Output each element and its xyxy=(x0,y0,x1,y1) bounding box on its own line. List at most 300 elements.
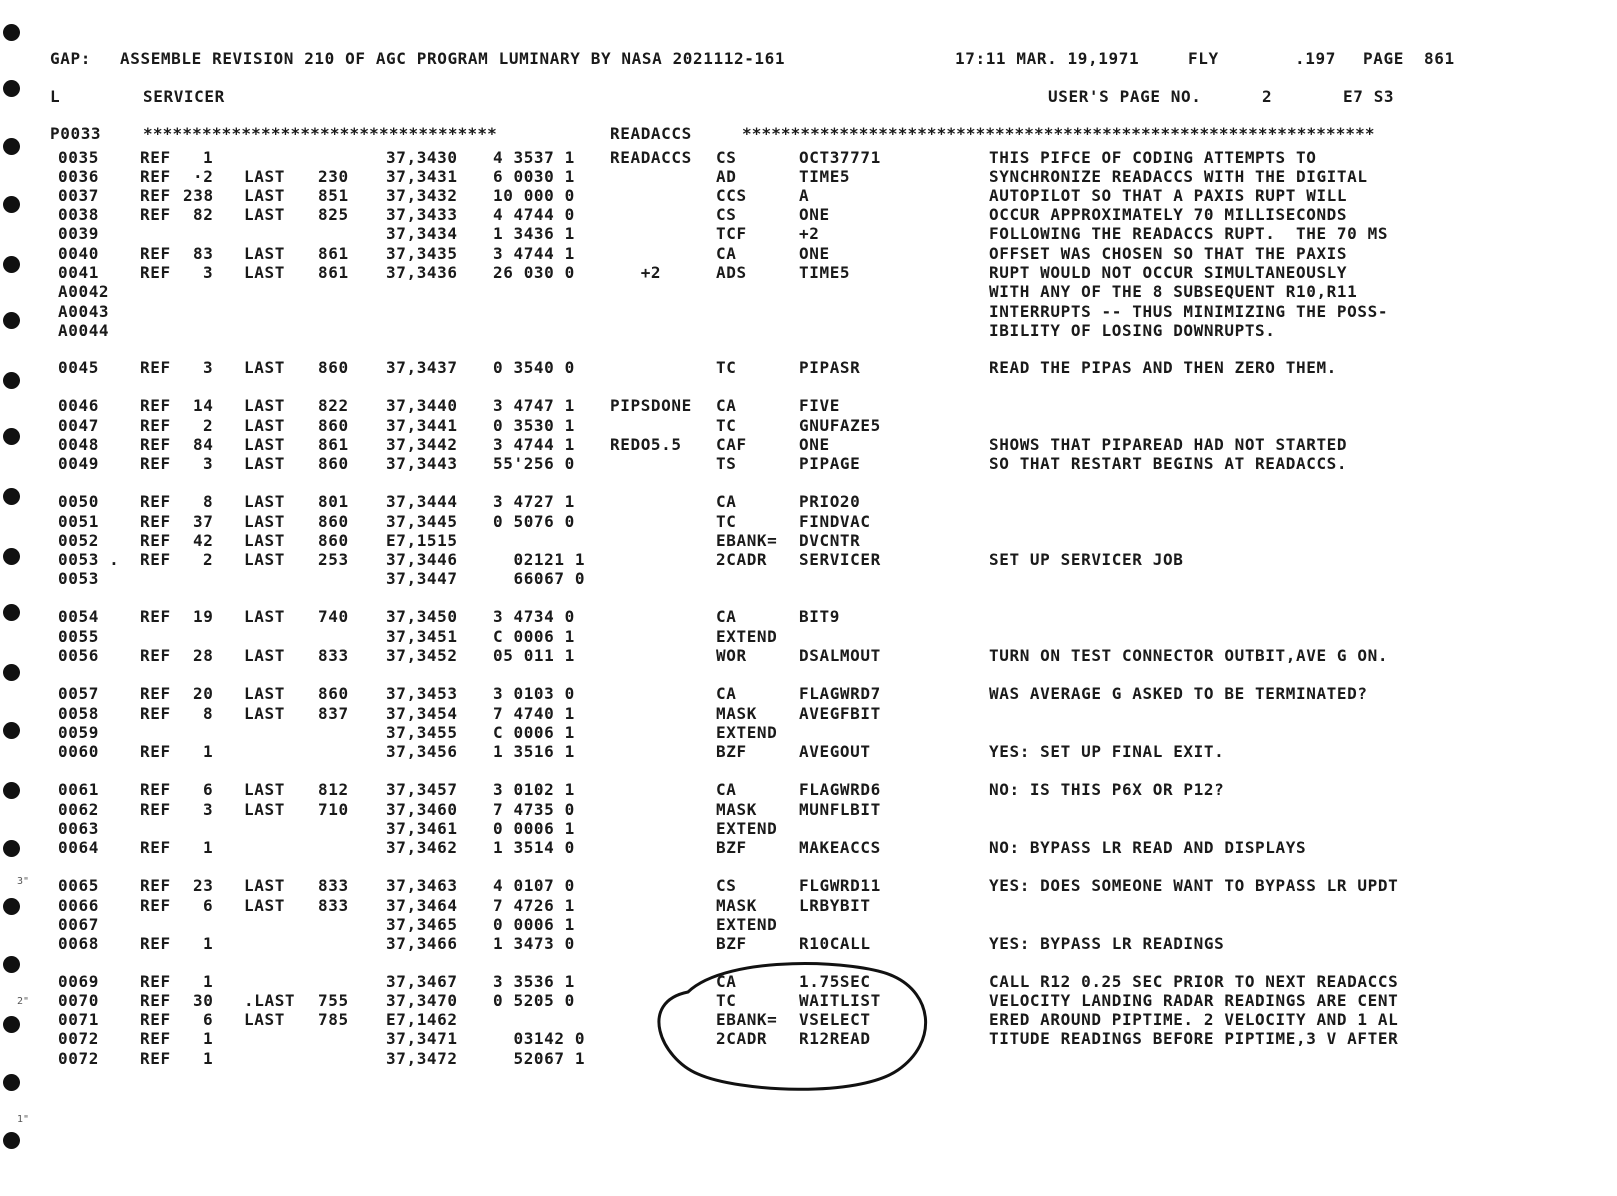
row-word: 0 0006 1 xyxy=(493,819,575,838)
page-label: PAGE xyxy=(1363,49,1404,68)
listing-row xyxy=(0,263,1617,282)
row-ref-number: 1 xyxy=(203,972,214,991)
row-comment: FOLLOWING THE READACCS RUPT. THE 70 MS xyxy=(989,224,1389,243)
row-ref-number: 1 xyxy=(203,838,214,857)
row-ref-number: 28 xyxy=(193,646,214,665)
margin-mark: 3" xyxy=(17,876,30,887)
row-word: 3 4727 1 xyxy=(493,492,575,511)
row-ref: REF xyxy=(140,704,171,723)
row-ref-number: 14 xyxy=(193,396,214,415)
row-operand: FLGWRD11 xyxy=(799,876,881,895)
row-comment: INTERRUPTS -- THUS MINIMIZING THE POSS- xyxy=(989,302,1389,321)
row-word: C 0006 1 xyxy=(493,723,575,742)
row-address: 37,3470 xyxy=(386,991,458,1010)
row-ref: REF xyxy=(140,492,171,511)
row-ref: REF xyxy=(140,1029,171,1048)
row-last: LAST xyxy=(244,205,285,224)
row-word: 52067 1 xyxy=(493,1049,586,1068)
row-last: LAST xyxy=(244,492,285,511)
listing-row xyxy=(0,550,1617,569)
row-line-number: 0045 xyxy=(58,358,99,377)
row-line-number: 0039 xyxy=(58,224,99,243)
row-ref: REF xyxy=(140,435,171,454)
row-last-number: 860 xyxy=(318,416,349,435)
row-word: 4 4744 0 xyxy=(493,205,575,224)
row-last-number: 860 xyxy=(318,358,349,377)
row-ref: REF xyxy=(140,742,171,761)
row-operand: AVEGFBIT xyxy=(799,704,881,723)
row-ref-number: ·2 xyxy=(193,167,214,186)
row-comment: OFFSET WAS CHOSEN SO THAT THE PAXIS xyxy=(989,244,1348,263)
row-address: 37,3460 xyxy=(386,800,458,819)
row-line-number: 0066 xyxy=(58,896,99,915)
row-line-number: 0037 xyxy=(58,186,99,205)
row-label: REDO5.5 xyxy=(610,435,682,454)
row-line-number: 0057 xyxy=(58,684,99,703)
row-operand: MUNFLBIT xyxy=(799,800,881,819)
row-address: 37,3440 xyxy=(386,396,458,415)
row-ref-number: 20 xyxy=(193,684,214,703)
row-address: 37,3430 xyxy=(386,148,458,167)
row-ref: REF xyxy=(140,358,171,377)
row-ref-number: 1 xyxy=(203,1049,214,1068)
row-last-number: 837 xyxy=(318,704,349,723)
punch-hole-icon xyxy=(3,956,20,973)
row-last: LAST xyxy=(244,1010,285,1029)
row-ref-number: 8 xyxy=(203,704,214,723)
row-address: 37,3453 xyxy=(386,684,458,703)
row-line-number: 0067 xyxy=(58,915,99,934)
row-last-number: 822 xyxy=(318,396,349,415)
row-operand: FLAGWRD6 xyxy=(799,780,881,799)
row-opcode: TC xyxy=(716,991,737,1010)
row-ref-number: 238 xyxy=(183,186,214,205)
listing-row xyxy=(0,302,1617,321)
listing-row xyxy=(0,876,1617,895)
row-address: 37,3434 xyxy=(386,224,458,243)
row-line-number: 0051 xyxy=(58,512,99,531)
row-line-number: 0068 xyxy=(58,934,99,953)
row-operand: A xyxy=(799,186,810,205)
row-line-number: 0071 xyxy=(58,1010,99,1029)
row-ref-number: 6 xyxy=(203,896,214,915)
row-operand: FLAGWRD7 xyxy=(799,684,881,703)
row-opcode: EXTEND xyxy=(716,915,778,934)
row-last: .LAST xyxy=(244,991,296,1010)
row-comment: SHOWS THAT PIPAREAD HAD NOT STARTED xyxy=(989,435,1348,454)
row-opcode: EBANK= xyxy=(716,531,778,550)
row-opcode: MASK xyxy=(716,704,757,723)
listing-row xyxy=(0,607,1617,626)
row-ref: REF xyxy=(140,684,171,703)
row-comment: YES: SET UP FINAL EXIT. xyxy=(989,742,1225,761)
punch-hole-icon xyxy=(3,1132,20,1149)
row-ref-number: 3 xyxy=(203,800,214,819)
row-operand: ONE xyxy=(799,205,830,224)
row-last-number: 861 xyxy=(318,263,349,282)
banner-line-id: P0033 xyxy=(50,124,102,143)
l-label: L xyxy=(50,87,61,106)
row-operand: PRIO20 xyxy=(799,492,861,511)
row-line-number: 0070 xyxy=(58,991,99,1010)
row-comment: SET UP SERVICER JOB xyxy=(989,550,1184,569)
row-ref-number: 42 xyxy=(193,531,214,550)
row-opcode: CA xyxy=(716,972,737,991)
row-opcode: EXTEND xyxy=(716,723,778,742)
row-opcode: 2CADR xyxy=(716,1029,768,1048)
listing-row xyxy=(0,896,1617,915)
row-address: 37,3454 xyxy=(386,704,458,723)
gap-label: GAP: xyxy=(50,49,91,68)
row-address: 37,3472 xyxy=(386,1049,458,1068)
row-line-number: 0046 xyxy=(58,396,99,415)
row-word: 3 0102 1 xyxy=(493,780,575,799)
row-ref-number: 2 xyxy=(203,416,214,435)
banner-label: READACCS xyxy=(610,124,692,143)
row-comment: SYNCHRONIZE READACCS WITH THE DIGITAL xyxy=(989,167,1368,186)
row-comment: WITH ANY OF THE 8 SUBSEQUENT R10,R11 xyxy=(989,282,1358,301)
punch-hole-icon xyxy=(3,1074,20,1091)
row-word: 1 3436 1 xyxy=(493,224,575,243)
row-address: 37,3451 xyxy=(386,627,458,646)
row-label: READACCS xyxy=(610,148,692,167)
row-ref-number: 37 xyxy=(193,512,214,531)
row-last: LAST xyxy=(244,800,285,819)
row-word: 3 0103 0 xyxy=(493,684,575,703)
row-opcode: CCS xyxy=(716,186,747,205)
row-opcode: ADS xyxy=(716,263,747,282)
row-line-number: 0035 xyxy=(58,148,99,167)
row-last: LAST xyxy=(244,704,285,723)
row-opcode: CS xyxy=(716,876,737,895)
row-opcode: EXTEND xyxy=(716,627,778,646)
row-ref-number: 82 xyxy=(193,205,214,224)
listing-row xyxy=(0,915,1617,934)
version-label: .197 xyxy=(1295,49,1336,68)
row-operand: FIVE xyxy=(799,396,840,415)
row-line-number: 0069 xyxy=(58,972,99,991)
row-ref: REF xyxy=(140,1010,171,1029)
row-line-number: 0036 xyxy=(58,167,99,186)
row-word: 1 3516 1 xyxy=(493,742,575,761)
row-operand: +2 xyxy=(799,224,820,243)
margin-mark: 2" xyxy=(17,996,30,1007)
row-operand: TIME5 xyxy=(799,167,851,186)
assembly-title: ASSEMBLE REVISION 210 OF AGC PROGRAM LUMINARY BY NASA 2021112-161 xyxy=(120,49,786,68)
row-opcode: CA xyxy=(716,244,737,263)
row-last: LAST xyxy=(244,358,285,377)
row-comment: WAS AVERAGE G ASKED TO BE TERMINATED? xyxy=(989,684,1368,703)
row-ref: REF xyxy=(140,972,171,991)
listing-row xyxy=(0,205,1617,224)
row-last: LAST xyxy=(244,454,285,473)
row-ref-number: 83 xyxy=(193,244,214,263)
row-comment: AUTOPILOT SO THAT A PAXIS RUPT WILL xyxy=(989,186,1348,205)
row-line-number: 0063 xyxy=(58,819,99,838)
listing-row xyxy=(0,244,1617,263)
row-ref: REF xyxy=(140,991,171,1010)
row-opcode: BZF xyxy=(716,838,747,857)
row-line-number: 0072 xyxy=(58,1029,99,1048)
row-ref: REF xyxy=(140,148,171,167)
row-last: LAST xyxy=(244,646,285,665)
row-comment: SO THAT RESTART BEGINS AT READACCS. xyxy=(989,454,1348,473)
row-line-number: 0062 xyxy=(58,800,99,819)
row-word: 7 4726 1 xyxy=(493,896,575,915)
row-address: 37,3432 xyxy=(386,186,458,205)
row-address: 37,3435 xyxy=(386,244,458,263)
row-last-number: 710 xyxy=(318,800,349,819)
row-comment: NO: IS THIS P6X OR P12? xyxy=(989,780,1225,799)
row-last-number: 860 xyxy=(318,512,349,531)
row-word: 4 0107 0 xyxy=(493,876,575,895)
row-opcode: MASK xyxy=(716,896,757,915)
row-line-number: 0072 xyxy=(58,1049,99,1068)
page-header xyxy=(0,49,1617,68)
row-comment: CALL R12 0.25 SEC PRIOR TO NEXT READACCS xyxy=(989,972,1399,991)
row-last-number: 230 xyxy=(318,167,349,186)
row-word: 03142 0 xyxy=(493,1029,586,1048)
row-ref-number: 19 xyxy=(193,607,214,626)
row-ref: REF xyxy=(140,550,171,569)
row-address: 37,3466 xyxy=(386,934,458,953)
row-operand: LRBYBIT xyxy=(799,896,871,915)
row-line-number: 0055 xyxy=(58,627,99,646)
row-address: 37,3464 xyxy=(386,896,458,915)
row-label: +2 xyxy=(610,263,662,282)
row-comment: VELOCITY LANDING RADAR READINGS ARE CENT xyxy=(989,991,1399,1010)
fly-label: FLY xyxy=(1188,49,1219,68)
row-comment: ERED AROUND PIPTIME. 2 VELOCITY AND 1 AL xyxy=(989,1010,1399,1029)
page-number: 861 xyxy=(1424,49,1455,68)
row-opcode: TC xyxy=(716,512,737,531)
listing-row xyxy=(0,454,1617,473)
row-last: LAST xyxy=(244,416,285,435)
row-line-number: 0054 xyxy=(58,607,99,626)
row-last: LAST xyxy=(244,244,285,263)
listing-row xyxy=(0,646,1617,665)
listing-row xyxy=(0,224,1617,243)
row-operand: AVEGOUT xyxy=(799,742,871,761)
row-operand: MAKEACCS xyxy=(799,838,881,857)
row-operand: ONE xyxy=(799,244,830,263)
row-word: 10 000 0 xyxy=(493,186,575,205)
row-comment: RUPT WOULD NOT OCCUR SIMULTANEOUSLY xyxy=(989,263,1348,282)
row-ref: REF xyxy=(140,396,171,415)
row-last-number: 755 xyxy=(318,991,349,1010)
listing-row xyxy=(0,167,1617,186)
row-opcode: TCF xyxy=(716,224,747,243)
row-ref: REF xyxy=(140,646,171,665)
row-last-number: 860 xyxy=(318,531,349,550)
row-word: 26 030 0 xyxy=(493,263,575,282)
row-address: 37,3445 xyxy=(386,512,458,531)
row-comment: IBILITY OF LOSING DOWNRUPTS. xyxy=(989,321,1276,340)
row-last: LAST xyxy=(244,531,285,550)
row-operand: TIME5 xyxy=(799,263,851,282)
row-word: 02121 1 xyxy=(493,550,586,569)
banner-line xyxy=(0,124,1617,143)
row-word: 0 5076 0 xyxy=(493,512,575,531)
row-last: LAST xyxy=(244,876,285,895)
row-last-number: 861 xyxy=(318,435,349,454)
row-word: 1 3473 0 xyxy=(493,934,575,953)
row-ref-number: 1 xyxy=(203,148,214,167)
listing-row xyxy=(0,569,1617,588)
row-opcode: WOR xyxy=(716,646,747,665)
listing-row xyxy=(0,742,1617,761)
row-address: E7,1462 xyxy=(386,1010,458,1029)
row-address: 37,3456 xyxy=(386,742,458,761)
row-address: 37,3444 xyxy=(386,492,458,511)
row-last-number: 825 xyxy=(318,205,349,224)
row-last-number: 740 xyxy=(318,607,349,626)
row-ref-number: 30 xyxy=(193,991,214,1010)
banner-stars-right: ***************************************************************** xyxy=(742,124,1375,143)
row-ref: REF xyxy=(140,244,171,263)
row-address: 37,3433 xyxy=(386,205,458,224)
row-line-number: A0042 xyxy=(58,282,110,301)
row-comment: YES: DOES SOMEONE WANT TO BYPASS LR UPDT xyxy=(989,876,1399,895)
row-word: 3 4747 1 xyxy=(493,396,575,415)
listing-row xyxy=(0,838,1617,857)
row-operand: DSALMOUT xyxy=(799,646,881,665)
row-word: 3 4744 1 xyxy=(493,435,575,454)
row-last: LAST xyxy=(244,263,285,282)
row-comment: OCCUR APPROXIMATELY 70 MILLISECONDS xyxy=(989,205,1348,224)
row-opcode: CA xyxy=(716,780,737,799)
row-opcode: TC xyxy=(716,358,737,377)
row-word: 3 4744 1 xyxy=(493,244,575,263)
row-ref-number: 3 xyxy=(203,263,214,282)
row-operand: R12READ xyxy=(799,1029,871,1048)
row-word: 0 3530 1 xyxy=(493,416,575,435)
listing-row xyxy=(0,321,1617,340)
listing-row xyxy=(0,627,1617,646)
listing-row xyxy=(0,819,1617,838)
row-word: C 0006 1 xyxy=(493,627,575,646)
row-word: 1 3514 0 xyxy=(493,838,575,857)
row-ref: REF xyxy=(140,876,171,895)
row-last: LAST xyxy=(244,435,285,454)
row-ref: REF xyxy=(140,205,171,224)
row-ref: REF xyxy=(140,838,171,857)
row-address: 37,3443 xyxy=(386,454,458,473)
row-address: 37,3450 xyxy=(386,607,458,626)
row-line-number: 0050 xyxy=(58,492,99,511)
row-word: 7 4735 0 xyxy=(493,800,575,819)
row-ref-number: 1 xyxy=(203,934,214,953)
row-operand: GNUFAZE5 xyxy=(799,416,881,435)
row-ref-number: 3 xyxy=(203,358,214,377)
listing-row xyxy=(0,704,1617,723)
row-line-number: 0053 xyxy=(58,569,99,588)
row-operand: ONE xyxy=(799,435,830,454)
row-operand: 1.75SEC xyxy=(799,972,871,991)
row-ref: REF xyxy=(140,416,171,435)
row-ref: REF xyxy=(140,167,171,186)
row-last-number: 253 xyxy=(318,550,349,569)
row-address: 37,3465 xyxy=(386,915,458,934)
row-opcode: TS xyxy=(716,454,737,473)
listing-row xyxy=(0,416,1617,435)
punch-hole-icon xyxy=(3,24,20,41)
row-word: 6 0030 1 xyxy=(493,167,575,186)
row-line-number: 0056 xyxy=(58,646,99,665)
row-word: 4 3537 1 xyxy=(493,148,575,167)
row-operand: R10CALL xyxy=(799,934,871,953)
row-last-number: 812 xyxy=(318,780,349,799)
row-ref: REF xyxy=(140,263,171,282)
row-address: 37,3467 xyxy=(386,972,458,991)
row-line-number: 0048 xyxy=(58,435,99,454)
row-address: 37,3452 xyxy=(386,646,458,665)
listing-row xyxy=(0,800,1617,819)
row-ref-number: 84 xyxy=(193,435,214,454)
row-opcode: BZF xyxy=(716,742,747,761)
row-ref-number: 1 xyxy=(203,1029,214,1048)
row-line-number: 0060 xyxy=(58,742,99,761)
listing-row xyxy=(0,934,1617,953)
row-address: 37,3446 xyxy=(386,550,458,569)
row-address: E7,1515 xyxy=(386,531,458,550)
row-word: 66067 0 xyxy=(493,569,586,588)
row-operand: OCT37771 xyxy=(799,148,881,167)
listing-row xyxy=(0,492,1617,511)
row-line-number: 0064 xyxy=(58,838,99,857)
row-word: 7 4740 1 xyxy=(493,704,575,723)
row-opcode: CAF xyxy=(716,435,747,454)
timestamp: 17:11 MAR. 19,1971 xyxy=(955,49,1140,68)
row-opcode: 2CADR xyxy=(716,550,768,569)
row-line-number: 0058 xyxy=(58,704,99,723)
row-opcode: MASK xyxy=(716,800,757,819)
row-opcode: BZF xyxy=(716,934,747,953)
row-address: 37,3437 xyxy=(386,358,458,377)
row-comment: THIS PIFCE OF CODING ATTEMPTS TO xyxy=(989,148,1317,167)
row-ref: REF xyxy=(140,780,171,799)
row-address: 37,3463 xyxy=(386,876,458,895)
row-opcode: CS xyxy=(716,205,737,224)
margin-mark: 1" xyxy=(17,1114,30,1125)
row-address: 37,3471 xyxy=(386,1029,458,1048)
row-line-number: A0044 xyxy=(58,321,110,340)
row-comment: READ THE PIPAS AND THEN ZERO THEM. xyxy=(989,358,1337,377)
row-address: 37,3436 xyxy=(386,263,458,282)
row-last-number: 801 xyxy=(318,492,349,511)
row-operand: BIT9 xyxy=(799,607,840,626)
row-word: 3 3536 1 xyxy=(493,972,575,991)
row-operand: PIPAGE xyxy=(799,454,861,473)
row-last: LAST xyxy=(244,684,285,703)
row-last: LAST xyxy=(244,607,285,626)
row-word: 3 4734 0 xyxy=(493,607,575,626)
row-word: 0 0006 1 xyxy=(493,915,575,934)
row-address: 37,3431 xyxy=(386,167,458,186)
row-line-number: 0041 xyxy=(58,263,99,282)
row-last: LAST xyxy=(244,780,285,799)
row-operand: DVCNTR xyxy=(799,531,861,550)
row-ref-number: 2 xyxy=(203,550,214,569)
row-ref-number: 6 xyxy=(203,780,214,799)
hand-drawn-circle xyxy=(648,962,938,1102)
row-ref: REF xyxy=(140,800,171,819)
row-ref: REF xyxy=(140,531,171,550)
row-opcode: CA xyxy=(716,492,737,511)
row-last-number: 860 xyxy=(318,684,349,703)
listing-row xyxy=(0,723,1617,742)
row-line-number: 0053 . xyxy=(58,550,120,569)
